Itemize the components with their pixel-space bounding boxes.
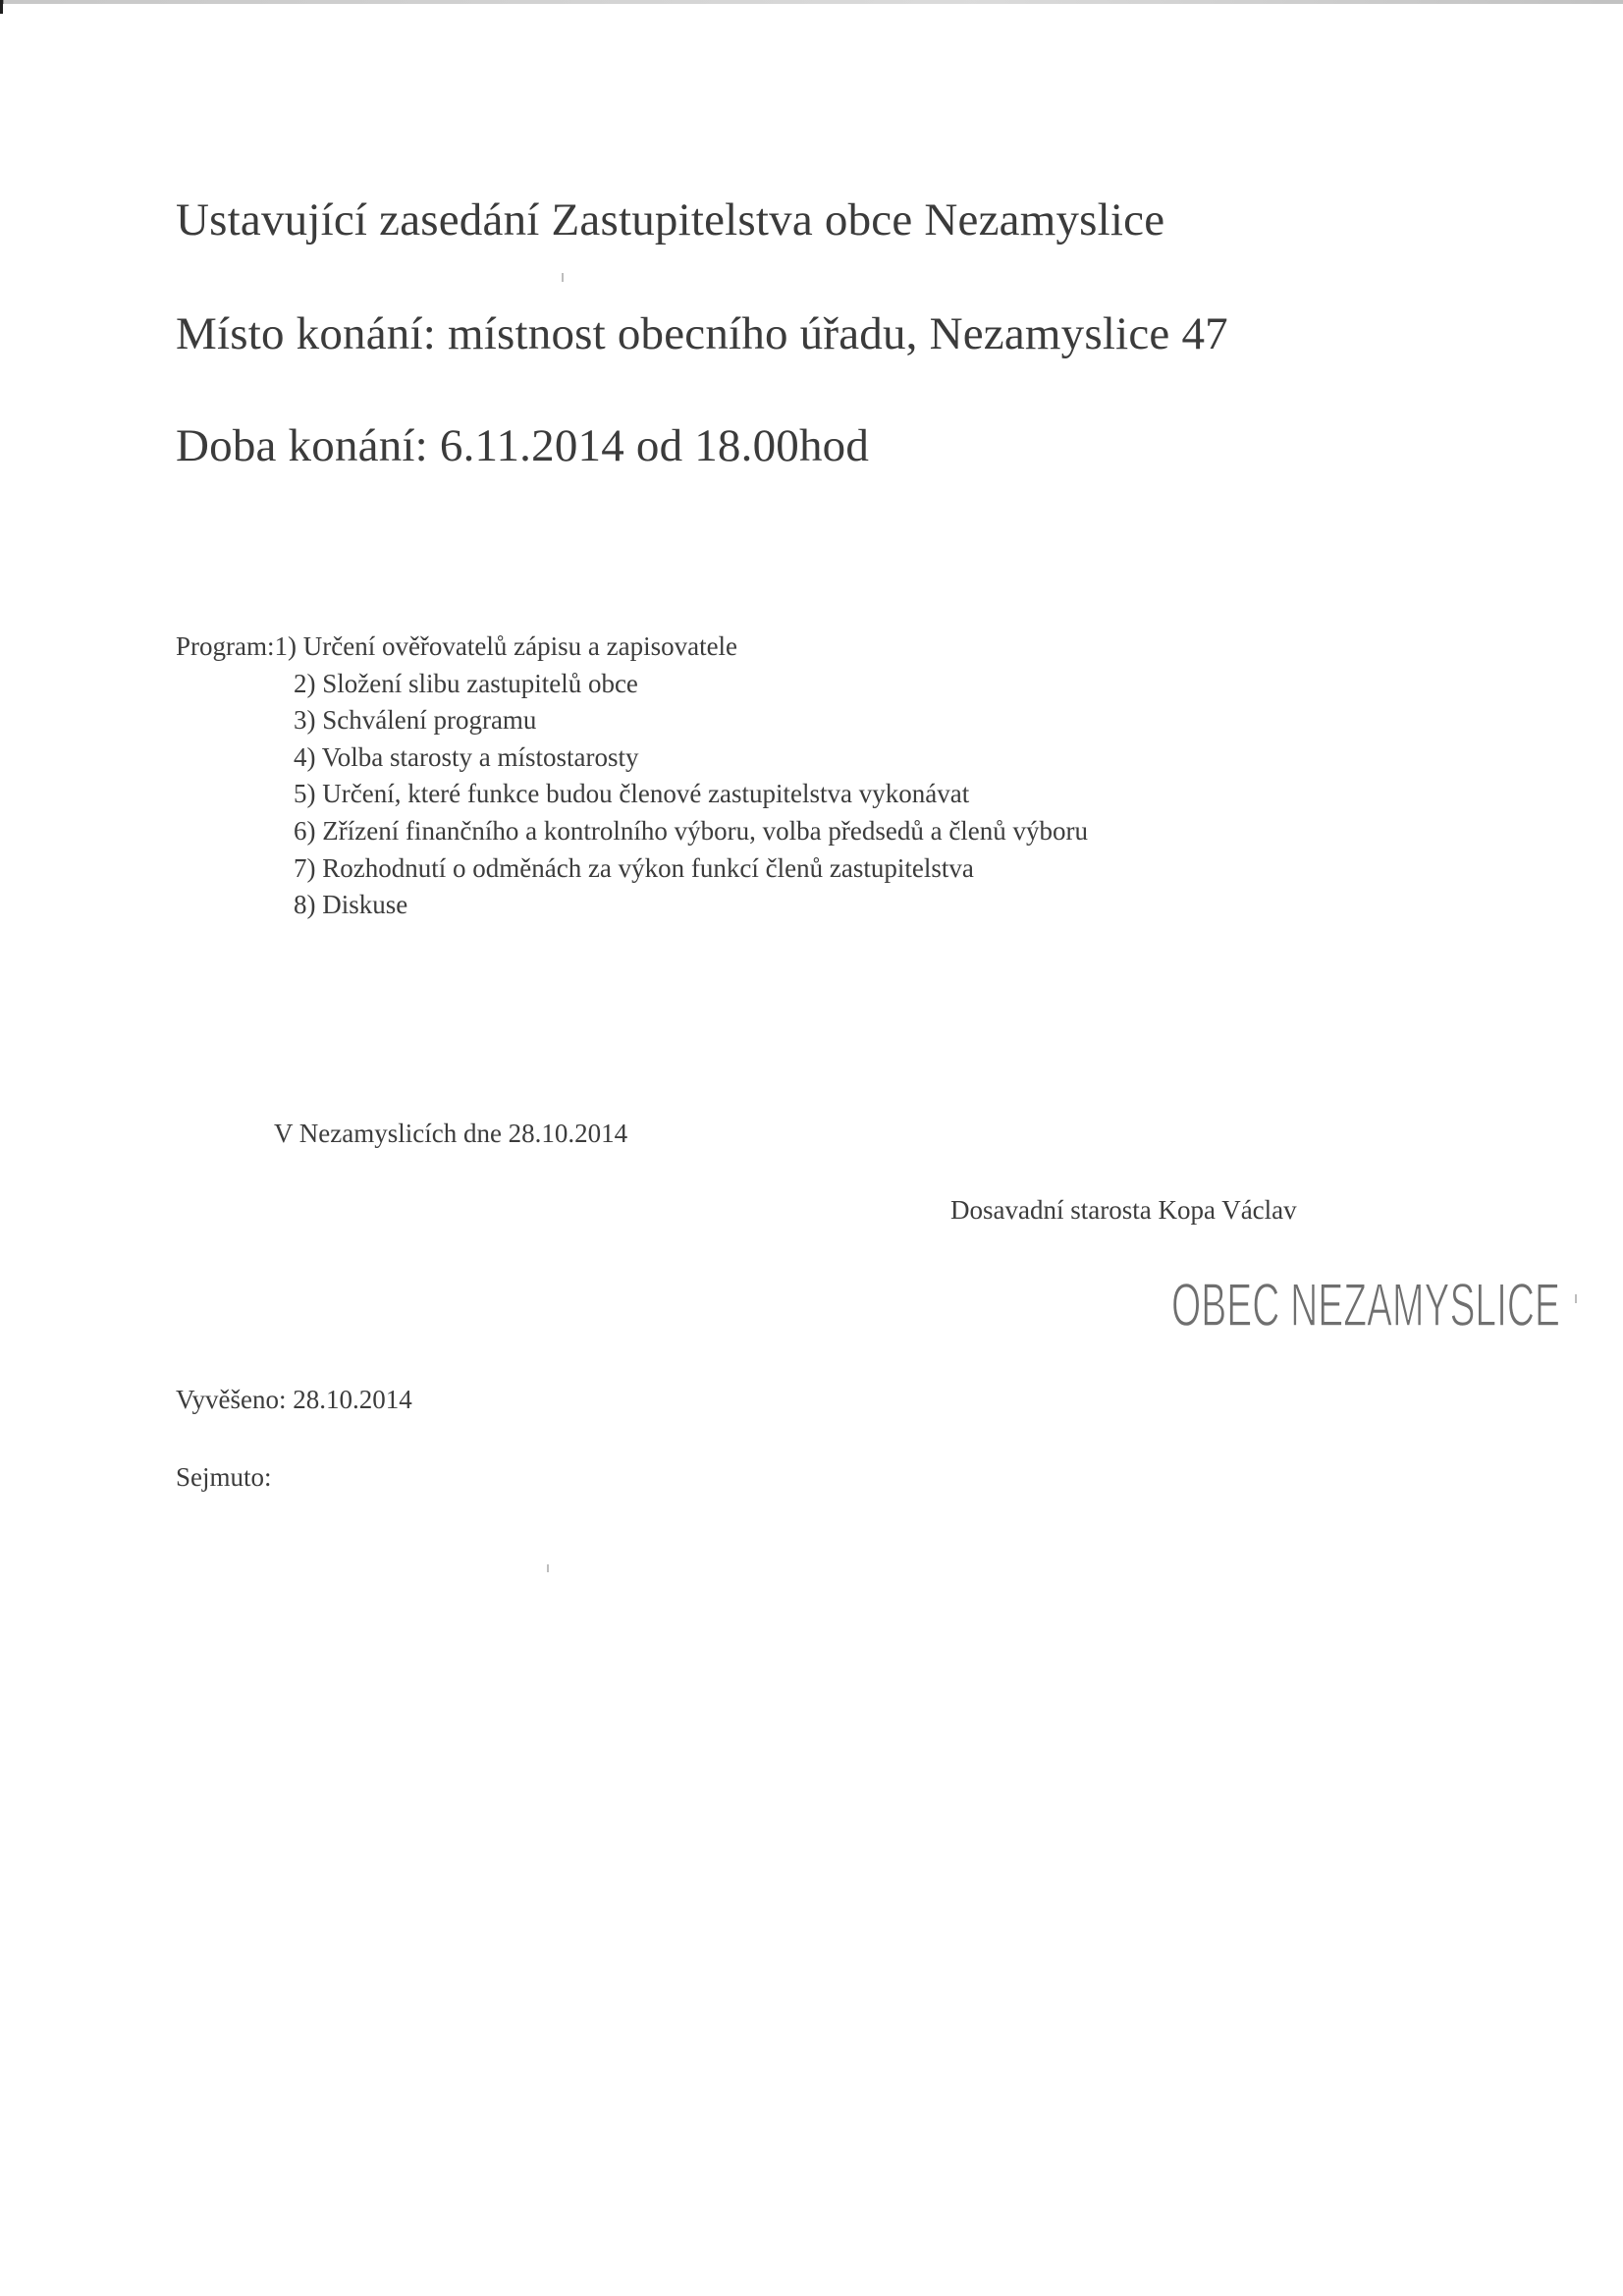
issue-date-line: V Nezamyslicích dne 28.10.2014 <box>274 1119 628 1148</box>
scan-top-edge <box>0 0 1623 4</box>
scan-speck <box>547 1564 549 1572</box>
program-item <box>176 702 1088 739</box>
program-item <box>176 887 1088 924</box>
municipality-stamp <box>1171 1261 1564 1339</box>
program-item-text: 8) Diskuse <box>294 890 408 920</box>
program-item <box>176 629 1088 666</box>
program-item-text: 4) Volba starosty a místostarosty <box>294 741 639 772</box>
stamp-text: OBEC NEZAMYSLICE <box>1171 1272 1560 1339</box>
program-item <box>176 776 1088 813</box>
program-item <box>176 813 1088 850</box>
scan-speck <box>1575 1294 1577 1303</box>
program-item-text: 5) Určení, které funkce budou členové zastupitelstva vykonávat <box>294 779 970 809</box>
program-item-text: 7) Rozhodnutí o odměnách za výkon funkcí členů zastupitelstva <box>294 852 974 883</box>
document-title: Ustavující zasedání Zastupitelstva obce Nezamyslice <box>176 194 1165 246</box>
meeting-time: Doba konání: 6.11.2014 od 18.00hod <box>176 420 870 471</box>
program-item <box>176 739 1088 777</box>
program-item-text: 1) Určení ověřovatelů zápisu a zapisovatele <box>274 631 738 661</box>
program-item-text: 3) Schválení programu <box>294 705 537 736</box>
scan-corner-mark <box>0 0 3 14</box>
program-item-text: 2) Složení slibu zastupitelů obce <box>294 668 638 698</box>
program-label: Program: <box>176 631 275 661</box>
meeting-place: Místo konání: místnost obecního úřadu, Nezamyslice 47 <box>176 308 1228 359</box>
removed-date: Sejmuto: <box>176 1462 272 1492</box>
scan-speck <box>562 273 564 282</box>
posted-date: Vyvěšeno: 28.10.2014 <box>176 1385 412 1414</box>
program-item <box>176 666 1088 703</box>
program-list <box>176 629 1088 924</box>
program-item-text: 6) Zřízení finančního a kontrolního výboru, volba předsedů a členů výboru <box>294 815 1089 846</box>
program-item <box>176 850 1088 888</box>
mayor-signature-line: Dosavadní starosta Kopa Václav <box>950 1195 1297 1225</box>
